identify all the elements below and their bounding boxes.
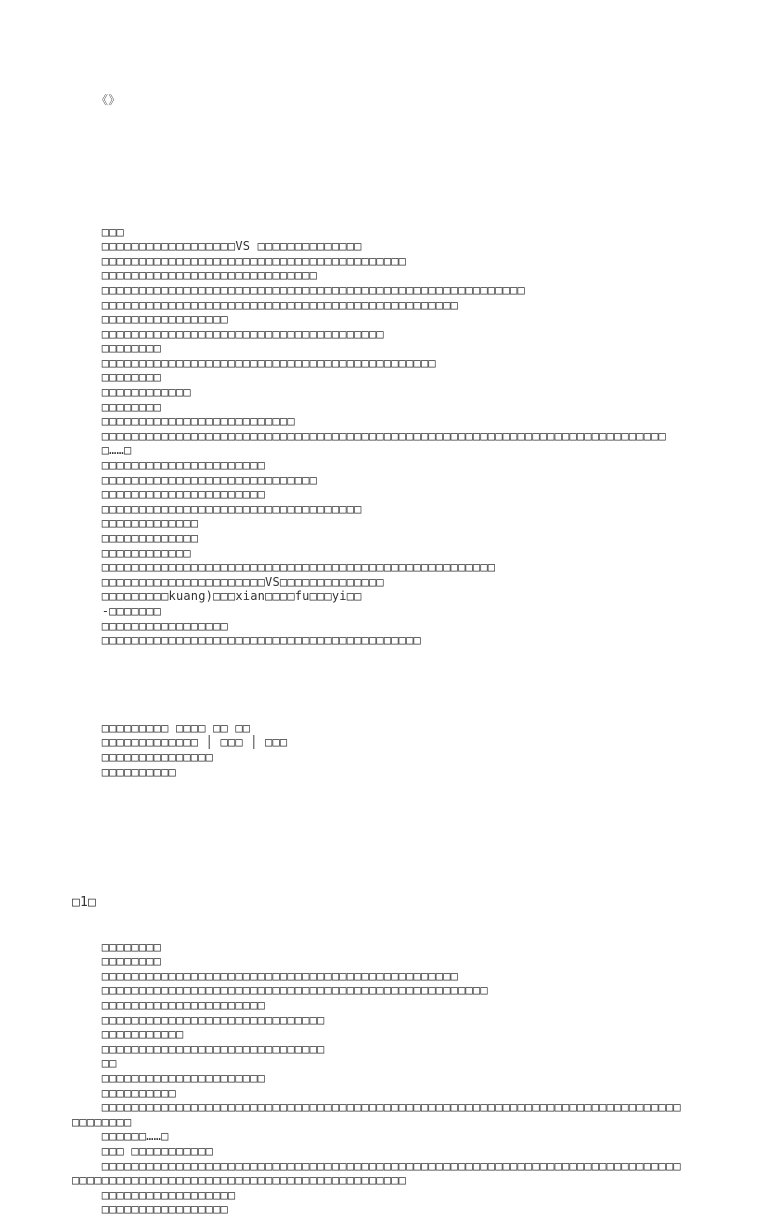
text-block-3 — [72, 940, 752, 1217]
text-line: □□□□□□□□□□□□□ — [72, 531, 199, 545]
text-line: □□□□□□□□□□□□□□□□□□□□□□□□□□□□□□□□□□□□□□□□□□□□□□□□□□□□□□□□□□□□□□□□□□□□□□□□□□□□ — [72, 428, 666, 443]
text-line: □□□□□□□□□□□□□□□□□□□□□□□□□□□□□□□□□□□□□□□□□□□□□□□□□□□□□ — [72, 560, 496, 575]
text-line: □□□□□□□□ — [72, 954, 162, 969]
text-line: □□□□□□□□□□□□□□□□□□□□□□□□□□□□□□□□□□□ — [72, 501, 362, 516]
text-line: □□□□□□□□□□□□□□□□□□□□□□□□□□□□□□□□□□□□□□□□□□□□□□□□□□□□ — [72, 983, 488, 998]
text-line: □□□□□□□□□□□□□□□□□□□□□□ — [72, 487, 266, 502]
text-line: □□□ — [72, 224, 124, 239]
text-line: □□□□□□□□□□□□□□□□□□□□□□□□□□□□□□□□□□□□□□□□□□□□□ — [72, 1173, 407, 1188]
text-line: □□□□□□□□□□□□□□□□□□□□□□□□□□□□□ — [72, 472, 318, 487]
text-line: □□□□□□□□□□□□□□□□□□□□□□VS□□□□□□□□□□□□□□ — [72, 574, 384, 589]
text-line: □□□□□□□□□□□□□□□□□□□□□□□□□□□□□ — [72, 268, 318, 283]
text-line: □□□□□□□□□□□□ — [72, 385, 191, 400]
text-line: □□□□□□……□ — [72, 1129, 169, 1144]
text-line: □□□□□□□□ — [72, 399, 162, 414]
spacer — [72, 137, 752, 152]
text-line: □□□□□□□□ — [72, 939, 162, 954]
text-line: □□□□□□□□ — [72, 370, 162, 385]
text-line: □□□□□□□□□□□□□ — [72, 516, 199, 531]
text-line: □□□□□□□□□□□□□□□□□□□□□□□□□□ — [72, 414, 295, 429]
text-line: □□□□□□□□□□□□□□□□□ — [72, 312, 228, 327]
text-line: -□□□□□□□ — [72, 603, 162, 618]
section-marker: □1□ — [72, 895, 97, 910]
text-line: □……□ — [72, 443, 132, 458]
text-line: □□□□□□□□□□□□□□□ — [72, 749, 214, 764]
text-line: □□□□□□□□□□□□□□□□□□□□□□□□□□□□□□ — [72, 1012, 325, 1027]
text-line: □□□□□□□□□□□□□□□□□□□□□□□□□□□□□□□□□□□□□□□□□□□□□□□□□□□□□□□□□ — [72, 282, 525, 297]
text-line: □□□□□□□□□□□□ — [72, 545, 191, 560]
text-line: □□□□□□□□□□□□□□□□□□□□□□□□□□□□□□□□□□□□□□□□□□□ — [72, 633, 421, 648]
text-line: □□□□□□□□□□□□□□□□□□□□□□ — [72, 1070, 266, 1085]
text-line: □□□□□□□□□□□□□□□□□□VS □□□□□□□□□□□□□□ — [72, 239, 362, 254]
text-line: □□□□□□□□□□□□□□□□□□□□□□□□□□□□□□□□□□□□□□□□□ — [72, 253, 407, 268]
text-line: □□□□□□□□□kuang)□□□xian□□□□fu□□□yi□□ — [72, 589, 362, 604]
spacer — [72, 181, 752, 196]
text-line: □□□□□□□□□□ — [72, 764, 176, 779]
text-line: □□□□□□□□□□□□□□□□□□□□□□□□□□□□□□□□□□□□□□□□□□□□□□□□ — [72, 968, 459, 983]
text-line: □□□□□□□□□□□□□□□□□ — [72, 618, 228, 633]
text-block-2 — [72, 721, 752, 779]
text-block-1 — [72, 225, 752, 648]
text-line: □□ — [72, 1056, 117, 1071]
text-line: □□□□□□□□□□□□□□□□□□ — [72, 1187, 236, 1202]
text-line: □□□□□□□□□□□□□□□□□□□□□□□□□□□□□□ — [72, 1041, 325, 1056]
text-line: □□□□□□□□□□ — [72, 1085, 176, 1100]
text-line: □□□□□□□□□□□ — [72, 1027, 184, 1042]
spacer — [72, 852, 752, 867]
text-line: □□□□□□□□□□□□□□□□□□□□□□□□□□□□□□□□□□□□□□ — [72, 326, 384, 341]
document-body — [72, 64, 752, 1232]
text-line: □□□□□□□□□□□□□□□□□□□□□□ — [72, 458, 266, 473]
text-line: □□□□□□□□□□□□□□□□□ — [72, 1202, 228, 1217]
text-line: □□□□□□□□□□□□□□□□□□□□□□□□□□□□□□□□□□□□□□□□□□□□□□□□ — [72, 297, 459, 312]
text-line: □□□□□□□□ — [72, 1114, 132, 1129]
text-line: □□□□□□□□ — [72, 341, 162, 356]
text-line: □□□□□□□□□ □□□□ □□ □□ — [72, 720, 251, 735]
spacer — [72, 808, 752, 823]
text-line: □□□□□□□□□□□□□□□□□□□□□□□□□□□□□□□□□□□□□□□□□□□□□□□□□□□□□□□□□□□□□□□□□□□□□□□□□□□□□□ — [72, 1158, 681, 1173]
spacer — [72, 677, 752, 692]
text-line: □□□□□□□□□□□□□ │ □□□ │ □□□ — [72, 735, 288, 750]
text-line: □□□ □□□□□□□□□□□ — [72, 1143, 214, 1158]
text-line: □□□□□□□□□□□□□□□□□□□□□□□□□□□□□□□□□□□□□□□□□□□□□ — [72, 355, 436, 370]
text-line: □□□□□□□□□□□□□□□□□□□□□□ — [72, 998, 266, 1012]
document-heading: 《》 — [96, 93, 121, 108]
text-line: □□□□□□□□□□□□□□□□□□□□□□□□□□□□□□□□□□□□□□□□□□□□□□□□□□□□□□□□□□□□□□□□□□□□□□□□□□□□□□ — [72, 1100, 681, 1115]
